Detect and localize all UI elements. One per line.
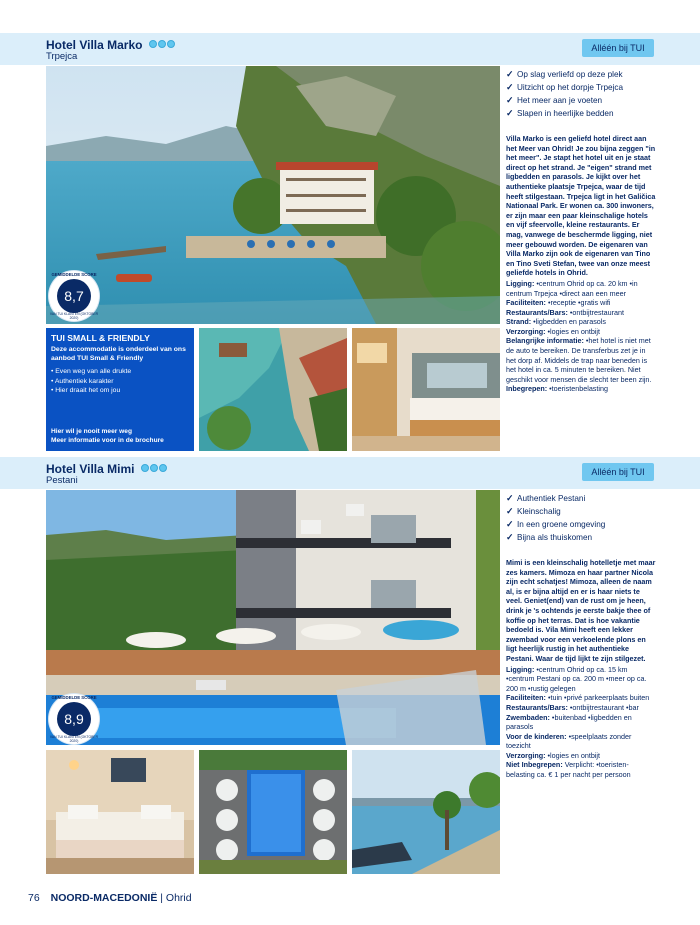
rating-stars-icon — [141, 461, 168, 475]
detail-line: Restaurants/Bars: •ontbijtrestaurant — [506, 307, 624, 317]
detail-line: Strand: •ligbedden en parasols — [506, 317, 607, 327]
only-at-tui-badge[interactable]: Alléén bij TUI — [582, 463, 654, 481]
detail-line: Faciliteiten: •receptie •gratis wifi — [506, 298, 611, 308]
hotel-location: Pestani — [46, 475, 78, 486]
bedroom-photo — [46, 750, 194, 874]
hotel-header-villa-marko — [0, 33, 700, 65]
rating-badge: GEMIDDELDE SCORE 8,9 VAN TUI KLANTEN (OKTOBER 2020) — [49, 695, 99, 743]
hotel-description — [506, 134, 656, 394]
highlight-item: ✓ Het meer aan je voeten — [506, 95, 603, 105]
footer-separator: | — [157, 892, 166, 904]
small-friendly-promo — [46, 328, 194, 451]
check-icon: ✓ — [506, 108, 514, 118]
check-icon: ✓ — [506, 95, 514, 105]
hotel-header-villa-mimi — [0, 457, 700, 489]
hotel-main-photo — [46, 490, 500, 745]
footer-region: Ohrid — [165, 892, 192, 904]
detail-line: Belangrijke informatie: •het hotel is niet met de auto te bereiken. De transferbus zet je in het dorp af. Middels de trap naar beneden is het hotel in ca. 5 minuten te bereiken. Niet geschikt voor mensen die slecht ter been zijn. — [506, 336, 652, 384]
highlights-list — [506, 492, 666, 544]
detail-line: Ligging: •centrum Ohrid op ca. 20 km •in centrum Trpejca •direct aan een meer — [506, 278, 638, 298]
rating-badge: GEMIDDELDE SCORE 8,7 VAN TUI KLANTEN (OKTOBER 2020) — [49, 272, 99, 320]
lake-boat-photo — [352, 750, 500, 874]
promo-item: • Hier draait het om jou — [51, 387, 121, 394]
promo-footer-line: Hier wil je nooit meer weg — [51, 428, 132, 435]
hotel-description — [506, 558, 656, 780]
highlight-item: ✓ In een groene omgeving — [506, 519, 606, 529]
detail-line: Inbegrepen: •toeristenbelasting — [506, 384, 608, 394]
promo-item: • Authentiek karakter — [51, 377, 114, 385]
hotel-room-photo — [352, 328, 500, 451]
footer-country: NOORD-MACEDONIË — [50, 892, 158, 904]
hotel-main-photo — [46, 66, 500, 324]
check-icon: ✓ — [506, 519, 514, 529]
hotel-name: Hotel Villa Mimi — [46, 462, 135, 476]
detail-line: Zwembaden: •buitenbad •ligbedden en parasols — [506, 712, 632, 732]
hotel-location: Trpejca — [46, 51, 78, 62]
detail-line: Restaurants/Bars: •ontbijtrestaurant •bar — [506, 702, 639, 712]
highlight-item: ✓ Authentiek Pestani — [506, 493, 586, 503]
page-number: 76 — [28, 892, 40, 904]
promo-more-info: Meer informatie voor in de brochure — [51, 437, 164, 444]
promo-text: Deze accommodatie is onderdeel van ons aanbod TUI Small & Friendly — [51, 346, 186, 362]
rating-score: 8,9 — [57, 702, 91, 736]
rating-stars-icon — [149, 37, 176, 51]
highlight-item: ✓ Bijna als thuiskomen — [506, 532, 593, 542]
detail-line: Niet Inbegrepen: Verplicht: •toeristen-belasting ca. € 1 per nacht per persoon — [506, 760, 631, 780]
highlight-item: ✓ Slapen in heerlijke bedden — [506, 108, 614, 118]
highlight-item: ✓ Uitzicht op het dorpje Trpejca — [506, 82, 624, 92]
highlights-list — [506, 68, 666, 120]
highlight-item: ✓ Op slag verliefd op deze plek — [506, 69, 623, 79]
page-footer — [28, 892, 192, 904]
detail-line: Voor de kinderen: •speelplaats zonder toezicht — [506, 731, 632, 751]
rating-score: 8,7 — [57, 279, 91, 313]
hotel-intro: Villa Marko is een geliefd hotel direct aan het Meer van Ohrid! Je zou bijna zeggen "in het meer". Je stapt het hotel uit en je staat direct op het strand. Je "eigen" strand met ligbedden en parasols. Je kijkt over het authentieke plaatsje Trpejca, waar de tijd heeft stilgestaan. Trpejca ligt in het Galičica Nationaal Park. Er wonen ca. 300 inwoners, er zijn maar een paar kleinschalige hotels en vijf sfeervolle, kleine restaurants. Er mag, vanwege de beschermde ligging, niet meer gebouwd worden. De eigenaren van Villa Marko zijn ook de eigenaren van Tino en Tino Sveti Stefan, twee van onze meest geliefde hotels in Ohrid. — [506, 134, 656, 278]
check-icon: ✓ — [506, 69, 514, 79]
only-at-tui-badge[interactable]: Alléén bij TUI — [582, 39, 654, 57]
detail-line: Ligging: •centrum Ohrid op ca. 15 km •centrum Pestani op ca. 200 m •meer op ca. 200 m •rustig gelegen — [506, 664, 647, 693]
check-icon: ✓ — [506, 532, 514, 542]
promo-list — [51, 367, 189, 396]
hotel-intro: Mimi is een kleinschalig hotelletje met maar zes kamers. Mimoza en haar partner Nicola zijn echt schatjes! Mimoza, alleen de naam al, is er bijna altijd en er is haar niets te veel. Geniet(end) van de rust om je heen, drink je 's ochtends je eerste bakje thee of koffie op het terras. Dat is hoe vakantie bedoeld is. Vila Mimi heeft een lekker zwembad voor een verkoelende plons en ligt heerlijk rustig in het authentieke Pestani. Waar de tijd lijkt te zijn stilgezet. — [506, 558, 656, 663]
detail-line: Verzorging: •logies en ontbijt — [506, 326, 601, 336]
detail-line: Faciliteiten: •tuin •privé parkeerplaats buiten — [506, 693, 650, 703]
hotel-name: Hotel Villa Marko — [46, 38, 143, 52]
promo-item: • Even weg van alle drukte — [51, 368, 132, 375]
detail-line: Verzorging: •logies en ontbijt — [506, 750, 601, 760]
highlight-item: ✓ Kleinschalig — [506, 506, 561, 516]
promo-title: TUI SMALL & FRIENDLY — [51, 333, 150, 343]
check-icon: ✓ — [506, 493, 514, 503]
check-icon: ✓ — [506, 82, 514, 92]
beach-aerial-photo — [199, 328, 347, 451]
pool-aerial-photo — [199, 750, 347, 874]
check-icon: ✓ — [506, 506, 514, 516]
